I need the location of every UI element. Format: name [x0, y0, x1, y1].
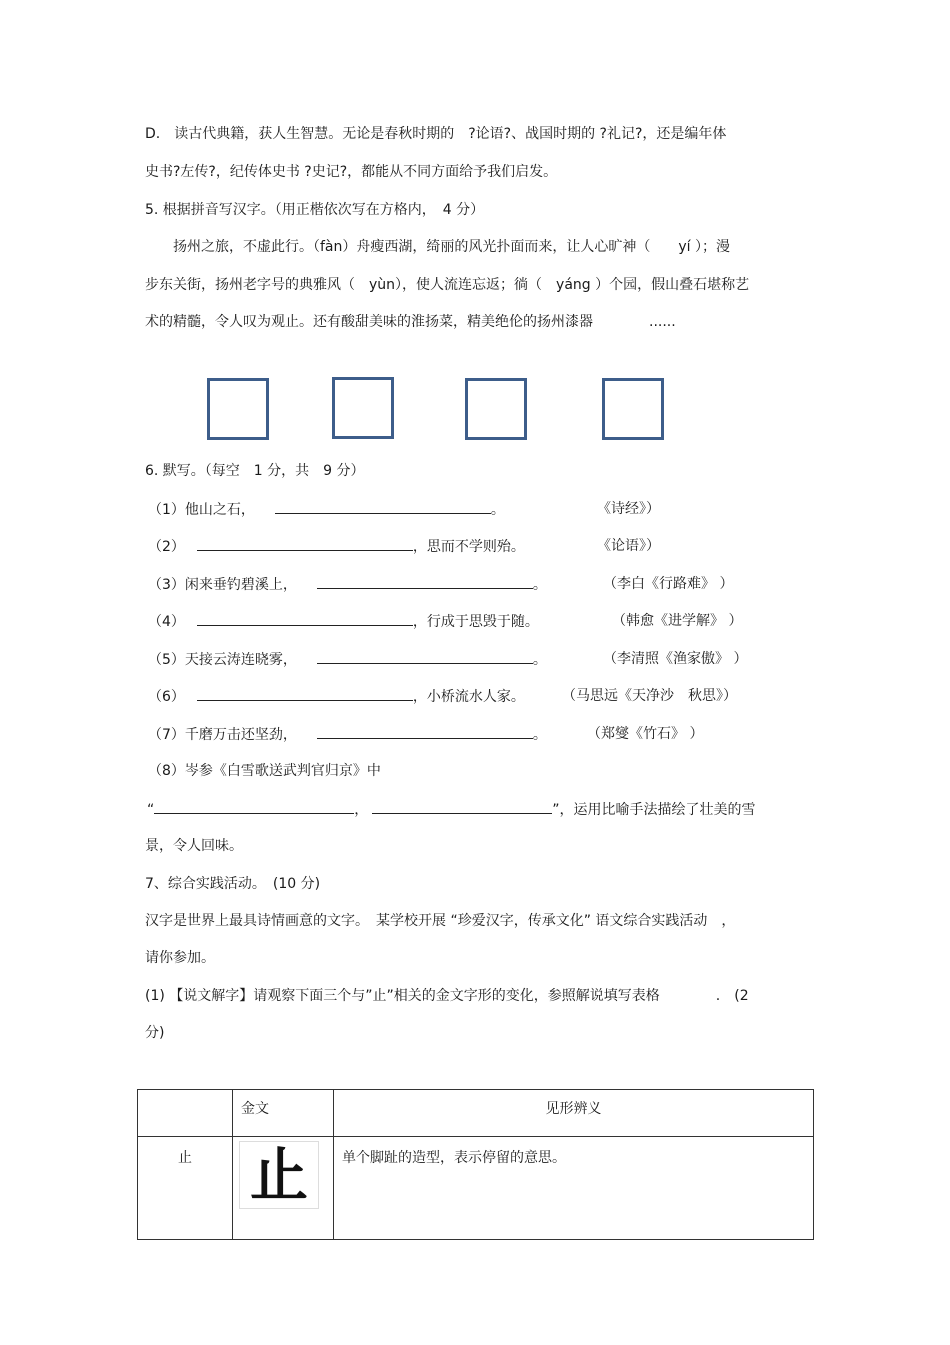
- row-jinwen-cell: [233, 1137, 334, 1240]
- fill-blank[interactable]: [317, 724, 533, 739]
- fill-blank[interactable]: [154, 799, 354, 814]
- q6-source-2: 《论语》）: [597, 538, 660, 554]
- fill-blank[interactable]: [275, 499, 491, 514]
- q6-item-7: [148, 724, 547, 745]
- item-number: （7）: [148, 727, 185, 743]
- q6-source-1: 《诗经》）: [597, 501, 660, 517]
- item-prefix: 天接云涛连晓雾，: [184, 652, 297, 668]
- jinwen-glyph: 止: [249, 1141, 308, 1209]
- item-text: 岑参《白雪歌送武判官归京》中: [184, 763, 381, 779]
- fill-blank[interactable]: [317, 649, 533, 664]
- answer-box-2[interactable]: [332, 377, 394, 439]
- q6-source-6: （马思远《天净沙 秋思》）: [562, 688, 737, 704]
- fill-blank[interactable]: [317, 574, 533, 589]
- header-cell-jinwen: 金文: [233, 1090, 334, 1137]
- q5-title: 5. 根据拼音写汉字。（用正楷依次写在方格内， 4 分）: [145, 202, 485, 218]
- table-header-row: [138, 1090, 814, 1137]
- q6-source-7: （郑燮《竹石》 ）: [587, 726, 704, 742]
- q6-item-2: [148, 536, 525, 557]
- item-prefix: 千磨万击还坚劲，: [184, 727, 297, 743]
- answer-box-4[interactable]: [602, 378, 664, 440]
- item-number: （6）: [148, 689, 185, 705]
- item-suffix: ，思而不学则殆。: [412, 539, 525, 555]
- q7-sub1-line2: 分): [145, 1025, 165, 1041]
- item-number: （2）: [148, 539, 185, 555]
- q6-source-5: （李清照《渔家傲》 ）: [603, 651, 748, 667]
- fill-blank[interactable]: [372, 799, 552, 814]
- answer-box-3[interactable]: [465, 378, 527, 440]
- q5-text-line1: 扬州之旅，不虚此行。（fàn）舟瘦西湖，绮丽的风光扑面而来，让人心旷神（ yí ）；漫: [145, 239, 731, 255]
- q7-sub1-line1: (1) 【说文解字】请观察下面三个与”止”相关的金文字形的变化，参照解说填写表格 . (2: [145, 988, 749, 1004]
- fill-blank[interactable]: [197, 536, 413, 551]
- q6-item-5: [148, 649, 547, 670]
- q6-item-3: [148, 574, 547, 595]
- q6-item-8-blanks: [147, 799, 756, 820]
- item-number: （1）: [148, 502, 185, 518]
- q5-text-line2: 步东关街，扬州老字号的典雅风（ yùn），使人流连忘返；徜（ yáng ）个园，假山叠石堪称艺: [145, 277, 750, 293]
- q6-item-4: [148, 611, 539, 632]
- item-suffix: 。: [532, 652, 547, 668]
- item-suffix: ，行成于思毁于随。: [412, 614, 539, 630]
- item-number: （3）: [148, 577, 185, 593]
- item-suffix: 。: [532, 727, 547, 743]
- q6-item-1: [148, 499, 505, 520]
- fill-blank[interactable]: [197, 686, 413, 701]
- item-prefix: 他山之石，: [184, 502, 255, 518]
- row-character: 止: [138, 1137, 233, 1240]
- comma: ，: [354, 802, 369, 818]
- header-cell-empty: [138, 1090, 233, 1137]
- answer-box-1[interactable]: [207, 378, 269, 440]
- q6-item-8: [148, 761, 381, 781]
- item-suffix: ，小桥流水人家。: [412, 689, 525, 705]
- option-d-line2: 史书?左传?，纪传体史书 ?史记?，都能从不同方面给予我们启发。: [145, 164, 558, 180]
- item-suffix: 。: [532, 577, 547, 593]
- item-after: ”，运用比喻手法描绘了壮美的雪: [552, 802, 756, 818]
- item-suffix: 。: [490, 502, 505, 518]
- fill-blank[interactable]: [197, 611, 413, 626]
- jinwen-table: [137, 1089, 814, 1240]
- row-meaning: 单个脚趾的造型，表示停留的意思。: [334, 1137, 814, 1240]
- header-cell-meaning: 见形辨义: [334, 1090, 814, 1137]
- q6-source-4: （韩愈《进学解》 ）: [612, 613, 743, 629]
- table-row: [138, 1137, 814, 1240]
- item-number: （8）: [148, 763, 185, 779]
- option-d-line1: D. 读古代典籍，获人生智慧。无论是春秋时期的 ?论语?、战国时期的 ?礼记?，还是编年体: [145, 126, 727, 142]
- q6-item-8-line3: 景，令人回味。: [145, 838, 243, 854]
- q7-intro-line1: 汉字是世界上最具诗情画意的文字。 某学校开展 “珍爱汉字，传承文化” 语文综合实践活动 ，: [145, 913, 736, 929]
- q6-source-3: （李白《行路难》 ）: [603, 576, 734, 592]
- item-prefix: 闲来垂钓碧溪上，: [184, 577, 297, 593]
- item-number: （5）: [148, 652, 185, 668]
- open-quote: “: [147, 802, 155, 818]
- q7-title: 7、综合实践活动。 (10 分): [145, 876, 321, 892]
- item-number: （4）: [148, 614, 185, 630]
- q6-title: 6. 默写。（每空 1 分，共 9 分）: [145, 463, 365, 479]
- jinwen-glyph-image: [239, 1141, 319, 1209]
- q6-item-6: [148, 686, 525, 707]
- q7-intro-line2: 请你参加。: [145, 950, 215, 966]
- q5-text-line3: 术的精髓，令人叹为观止。还有酸甜美味的淮扬菜，精美绝伦的扬州漆器 ......: [145, 314, 676, 330]
